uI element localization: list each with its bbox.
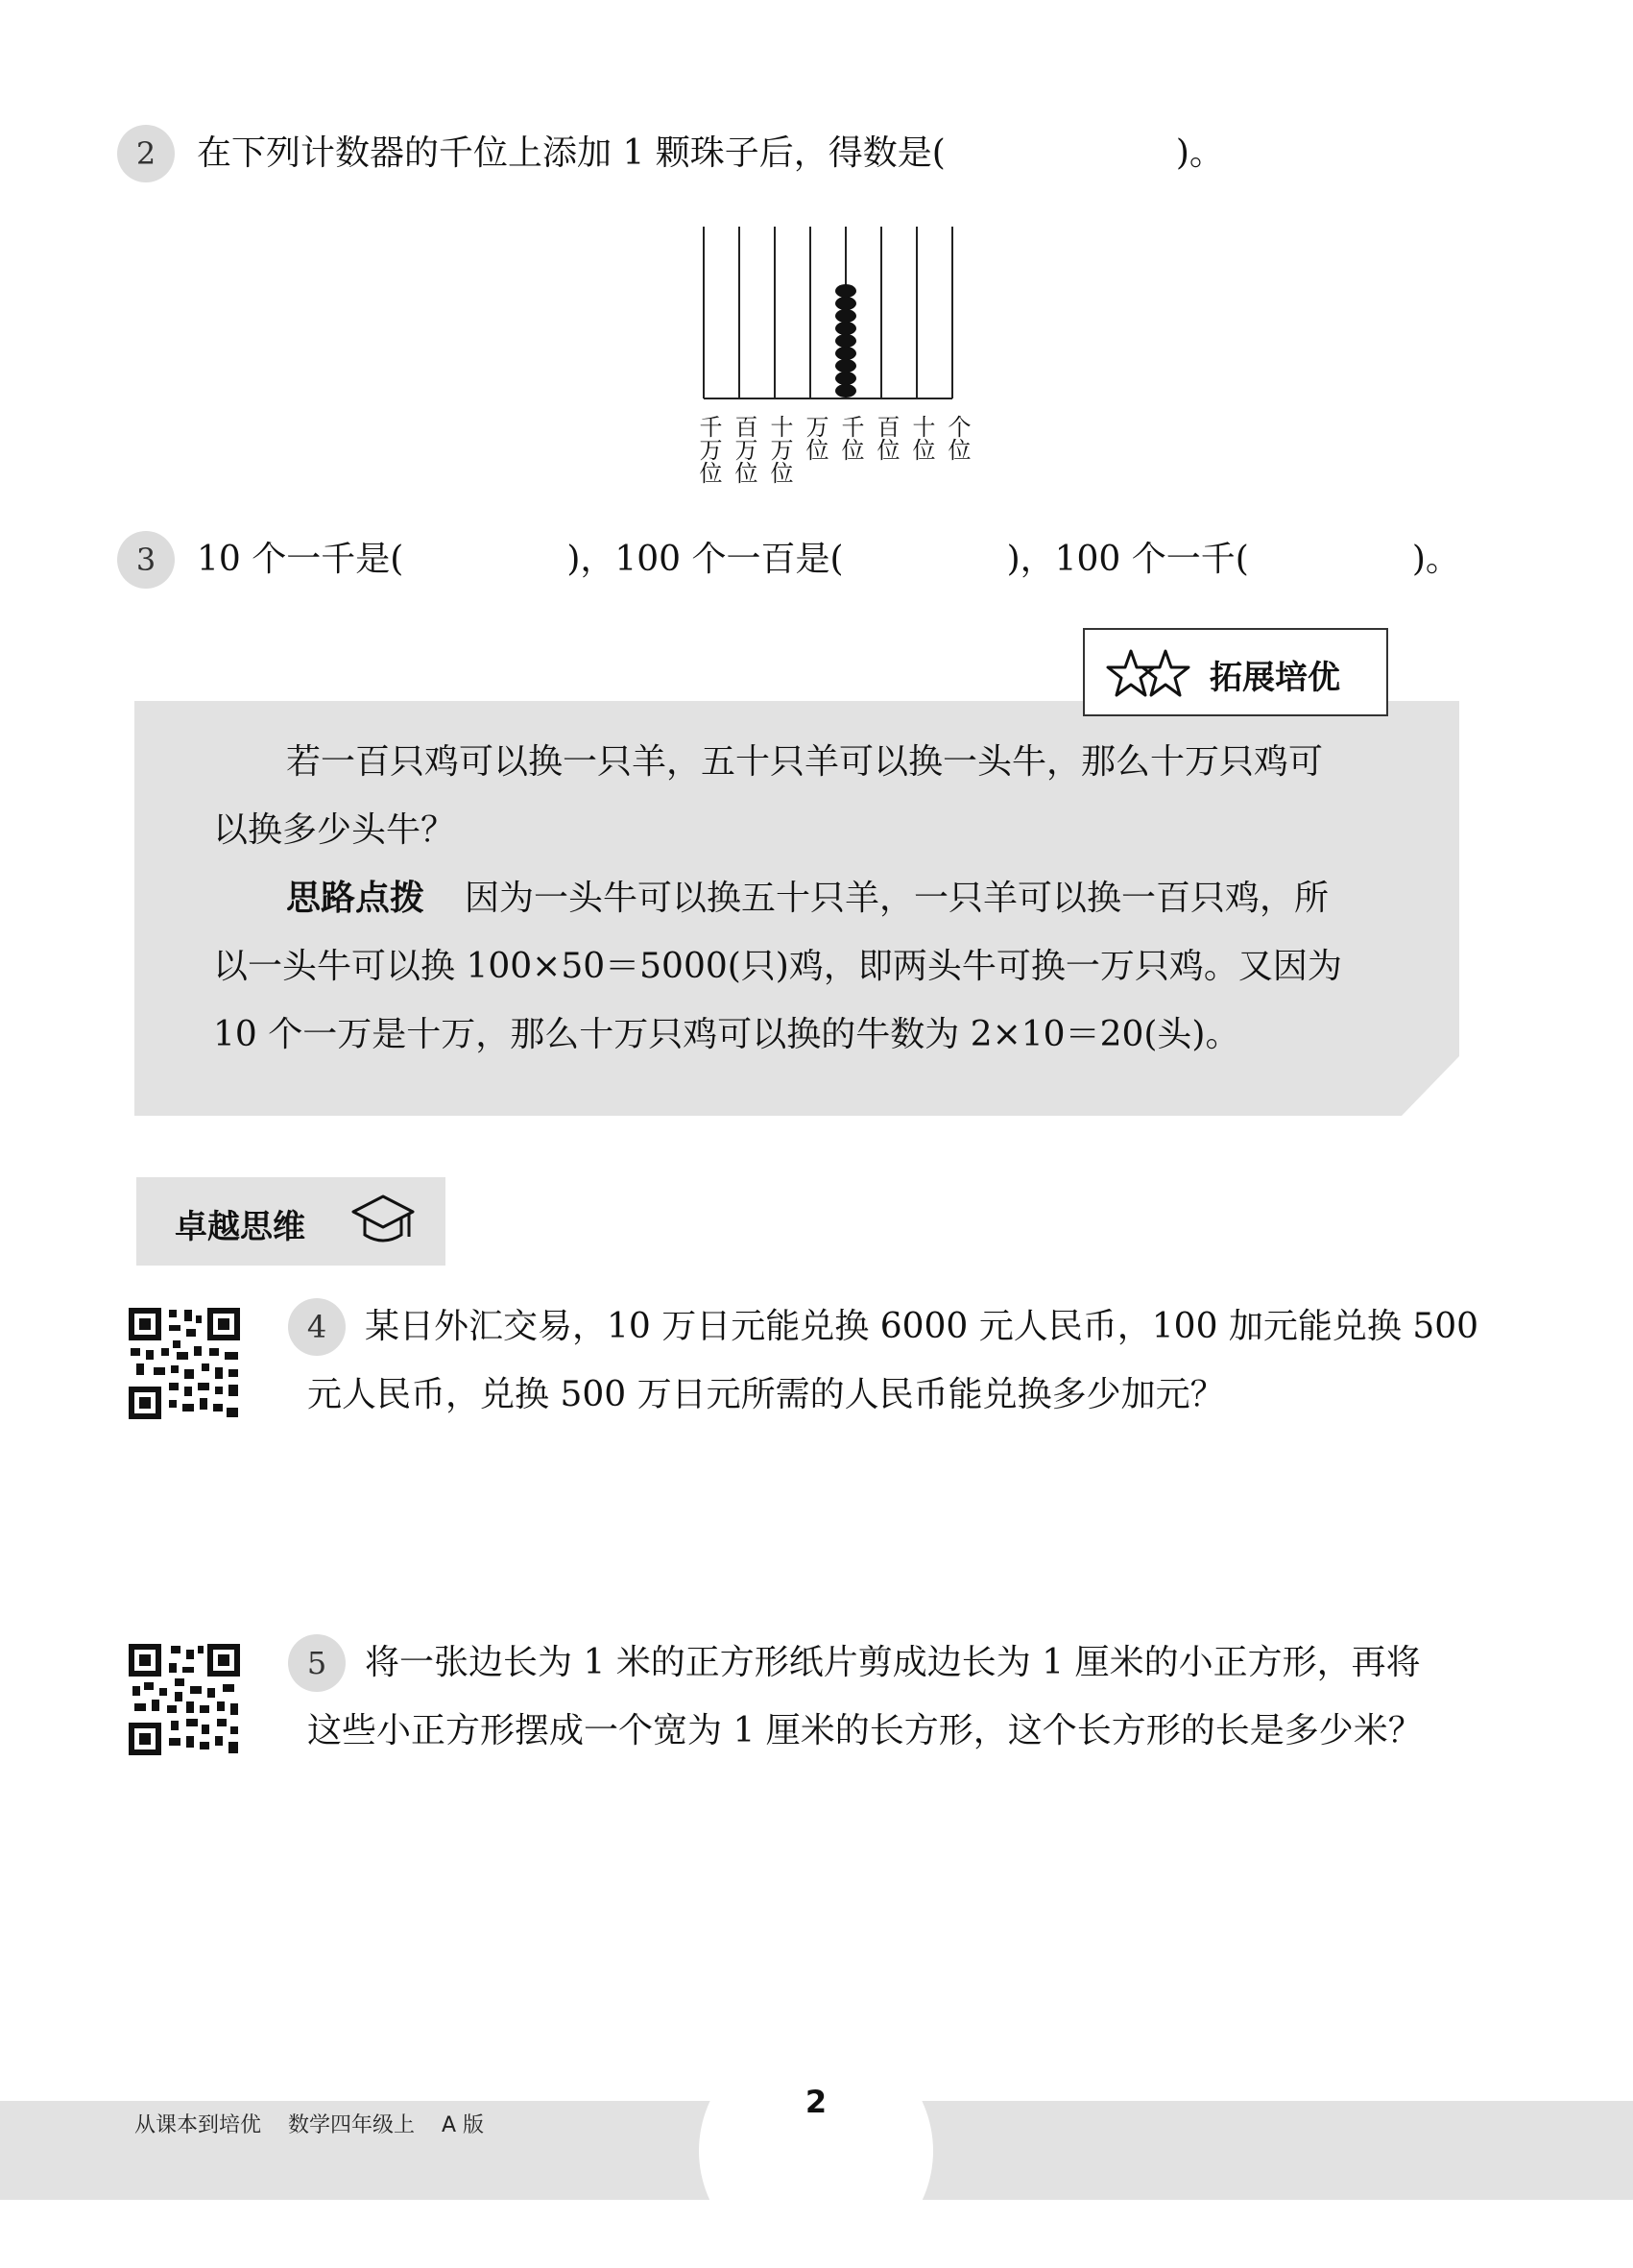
abacus-bead (835, 284, 856, 298)
question-5-line-2: 这些小正方形摆成一个宽为 1 厘米的长方形，这个长方形的长是多少米？ (307, 1711, 1423, 1750)
abacus-bead (835, 297, 856, 310)
extension-hint-line-3: 10 个一万是十万，那么十万只鸡可以换的牛数为 2×10＝20(头)。 (213, 1015, 1240, 1054)
place-label-hundred-thousand: 十万位 (766, 415, 793, 484)
question-number-5: 5 (288, 1634, 346, 1692)
abacus-bead (835, 347, 856, 360)
thinking-badge-label: 卓越思维 (175, 1208, 305, 1246)
extension-hint-line-1 (286, 864, 1329, 933)
abacus-bead (835, 322, 856, 335)
place-label-ten-million: 千万位 (695, 415, 722, 484)
question-number-2: 2 (117, 125, 175, 182)
qr-code-q4[interactable] (127, 1306, 242, 1421)
question-number-4: 4 (288, 1298, 346, 1356)
q3-part2: )，100 个一百是( (566, 540, 844, 579)
extension-badge (1083, 628, 1388, 716)
extension-problem-line-2: 以换多少头牛？ (213, 810, 456, 850)
q2-text-after: )。 (1175, 133, 1224, 173)
double-star-icon (1106, 647, 1192, 701)
qr-code-q5[interactable] (127, 1642, 242, 1757)
question-4-line-2: 元人民币，兑换 500 万日元所需的人民币能兑换多少加元？ (307, 1375, 1225, 1414)
question-3-text (197, 525, 1460, 594)
qr-code-icon (127, 1306, 242, 1421)
q2-text-before: 在下列计数器的千位上添加 1 颗珠子后，得数是( (197, 133, 946, 173)
thinking-badge (136, 1177, 445, 1266)
extension-hint-line-2: 以一头牛可以换 100×50＝5000(只)鸡，即两头牛可换一万只鸡。又因为 (213, 947, 1342, 986)
abacus-bead (835, 309, 856, 323)
question-number-3: 3 (117, 531, 175, 589)
hint-label: 思路点拨 (286, 879, 425, 918)
graduation-cap-icon (349, 1191, 417, 1252)
qr-code-icon (127, 1642, 242, 1757)
q3-part4: )。 (1411, 540, 1460, 579)
question-2-text (197, 119, 1224, 188)
q3-part1: 10 个一千是( (197, 540, 404, 579)
question-5-line-1: 将一张边长为 1 米的正方形纸片剪成边长为 1 厘米的小正方形，再将 (365, 1643, 1421, 1682)
place-label-hundred: 百位 (873, 415, 900, 461)
place-label-thousand: 千位 (837, 415, 864, 461)
footer-book-title: 从课本到培优 数学四年级上 A 版 (134, 2113, 484, 2137)
question-4-line-1: 某日外汇交易，10 万日元能兑换 6000 元人民币，100 加元能兑换 500 (365, 1307, 1479, 1346)
place-label-one: 个位 (944, 415, 971, 461)
abacus-bead (835, 359, 856, 373)
abacus-bead (835, 384, 856, 398)
place-label-ten-thousand: 万位 (802, 415, 829, 461)
extension-badge-label: 拓展培优 (1210, 659, 1340, 697)
hint-text-1: 因为一头牛可以换五十只羊，一只羊可以换一百只鸡，所 (465, 879, 1330, 918)
place-label-million: 百万位 (731, 415, 757, 484)
footer-page-circle (699, 2034, 933, 2268)
thousands-beads (835, 284, 856, 398)
abacus-bead (835, 372, 856, 385)
q3-part3: )，100 个一千( (1006, 540, 1249, 579)
place-label-ten: 十位 (908, 415, 935, 461)
abacus-counter (672, 223, 979, 501)
abacus-rods (672, 223, 979, 415)
extension-problem-line-1: 若一百只鸡可以换一只羊，五十只羊可以换一头牛，那么十万只鸡可 (286, 742, 1324, 782)
page-number: 2 (804, 2084, 828, 2120)
abacus-bead (835, 334, 856, 348)
